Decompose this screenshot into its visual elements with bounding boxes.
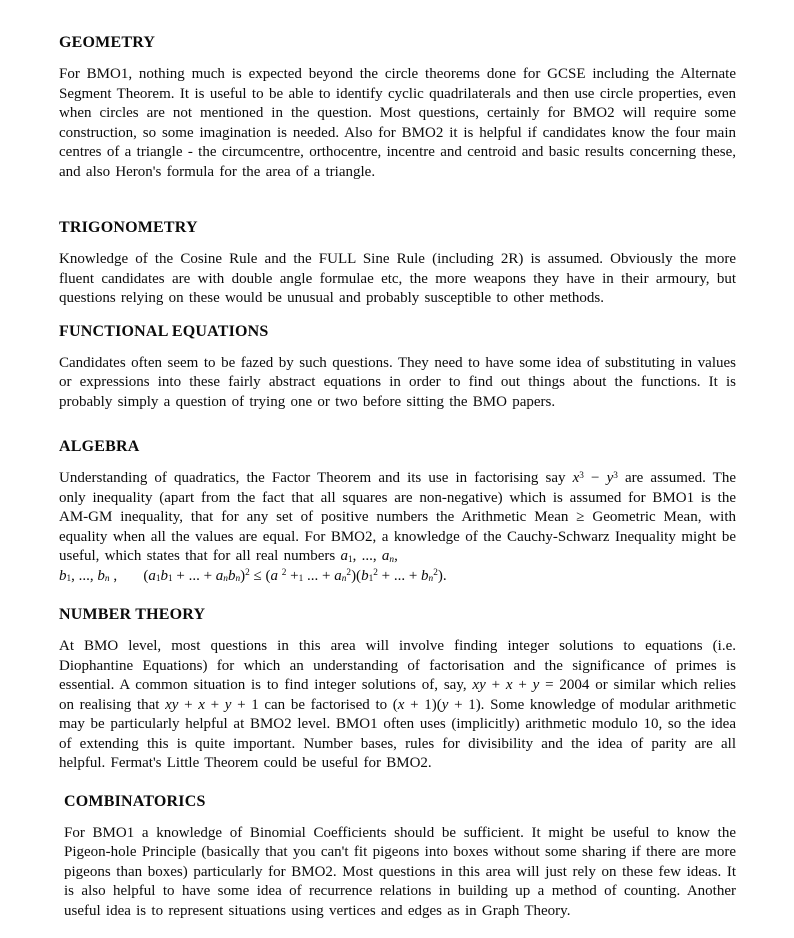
combinatorics-paragraph: For BMO1 a knowledge of Binomial Coefficients should be sufficient. It might be useful to know the Pigeon-hole Principle (basically that you can't fit pigeons into boxes without some sharing if there are more pigeons than boxes) particularly for BMO2. Most questions in this area will just rely on these few ideas. It is also helpful to have some idea of recurrence relations in building up a method of counting. Another useful idea is to represent situations using vertices and edges as in Graph Theory. [64,824,736,919]
trigonometry-paragraph: Knowledge of the Cosine Rule and the FULL Sine Rule (including 2R) is assumed. Obviously the more fluent candidates are with double angle formulae etc, the more weapons they have in their armoury, but questions relying on these would be unusual and probably susceptible to other methods. [59,251,736,306]
functional-equations-heading: FUNCTIONAL EQUATIONS [59,322,269,340]
section-algebra [59,437,736,586]
section-trigonometry [59,218,736,309]
geometry-paragraph: For BMO1, nothing much is expected beyond the circle theorems done for GCSE including the Alternate Segment Theorem. It is useful to be able to identify cyclic quadrilaterals and then use circle properties, even when circles are not mentioned in the question. Most questions, certainly for BMO2 will require some construction, so some imagination is needed. Also for BMO2 it is helpful if candidates know the four main centres of a triangle - the circumcentre, orthocentre, incentre and centroid and basic results concerning these, and also Heron's formula for the area of a triangle. [59,66,736,180]
functional-equations-paragraph: Candidates often seem to be fazed by such questions. They need to have some idea of substituting in values or expressions into these fairly abstract equations in order to find out things about the functions. It is probably simply a question of trying one or two before sitting the BMO papers. [59,354,736,410]
algebra-heading: ALGEBRA [59,438,140,455]
section-geometry [59,33,736,182]
trigonometry-heading: TRIGONOMETRY [59,219,198,236]
section-combinatorics [59,792,736,922]
section-functional-equations [59,322,736,413]
algebra-paragraph: Understanding of quadratics, the Factor Theorem and its use in factorising say $x^3 - y^3$ are assumed. The only inequality (apart from the fact that all squares are non-negative) which is assumed for BMO1 is the AM-GM inequality, that for any set of positive numbers the Arithmetic Mean ≥ Geometric Mean, with equality when all the values are equal. For BMO2, a knowledge of the Cauchy-Schwarz Inequality might be useful, which states that for all real numbers $a_1$, ..., $a_n$, [59,470,736,565]
number-theory-paragraph: At BMO level, most questions in this area will involve finding integer solutions to equations (i.e. Diophantine Equations) for which an understanding of factorisation and the significance of primes is essential. A common situation is to find integer solutions of, say, xy + x + y = 2004 or similar which relies on realising that xy + x + y + 1 can be factorised to (x + 1)(y + 1). Some knowledge of modular arithmetic may be particularly helpful at BMO2 level. BMO1 often uses (implicitly) arithmetic modulo 10, so the idea of extending this is quite important. Number bases, rules for divisibility and the idea of parity are all helpful. Fermat's Little Theorem could be useful for BMO2. [59,638,737,771]
combinatorics-heading: COMBINATORICS [64,792,206,810]
geometry-heading: GEOMETRY [59,34,156,51]
section-number-theory [59,605,736,774]
number-theory-heading: NUMBER THEORY [59,606,206,623]
cauchy-schwarz-formula: $b_1$, ..., $b_n$ , ($a_1b_1$ + ... + $a_nb_n)^2 \le (a$ $^2 +_1$ ... + $a_n^2)(b_1^2$ + ... + $b_n^2$). [59,567,447,585]
